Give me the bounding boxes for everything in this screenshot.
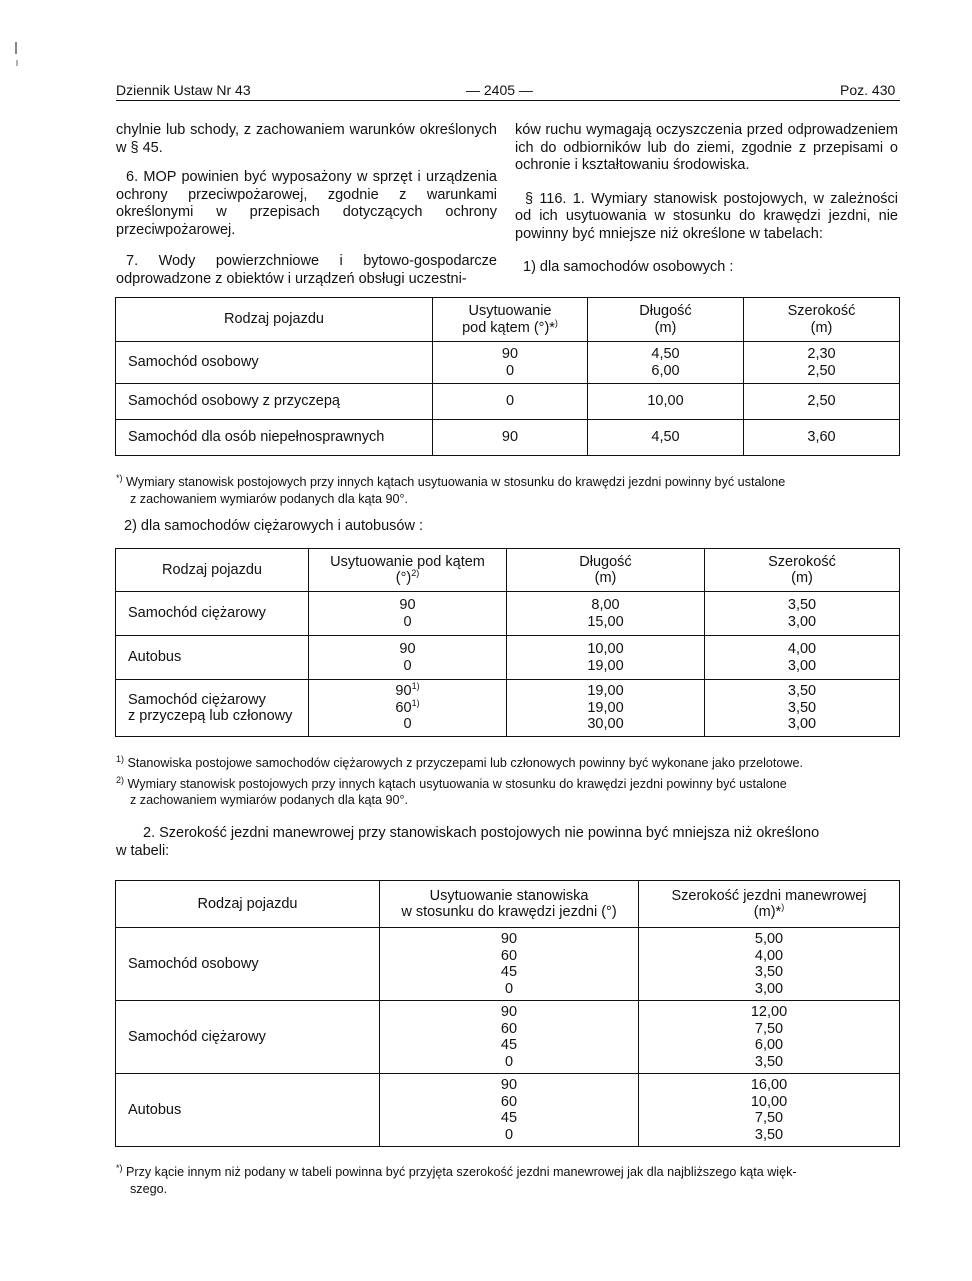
scan-mark (12, 40, 20, 70)
footnote: *) Wymiary stanowisk postojowych przy innych kątach usytuowania w stosunku do krawędzi jezdni powinny być ustalone z zachowaniem wymiarów podanych dla kąta 90°. (116, 473, 786, 506)
vehicle-type: Samochód ciężarowy z przyczepą lub członowy (116, 680, 309, 737)
angle-cell: 90$^{1)}$ 60$^{1)}$ 0 (309, 680, 507, 737)
column-header: Szerokość jezdni manewrowej (m)*) (639, 881, 900, 928)
footnote-marker: *) (116, 1163, 123, 1173)
page-number: — 2405 — (466, 82, 533, 98)
width-cell: 2,50 (744, 384, 900, 420)
length-cell: 4,50 (588, 420, 744, 456)
width-cell: 3,60 (744, 420, 900, 456)
length-cell: 10,00 19,00 (507, 636, 705, 680)
table-row (116, 420, 900, 456)
subheading: 1) dla samochodów osobowych : (523, 259, 734, 275)
vehicle-type: Samochód osobowy z przyczepą (116, 384, 433, 420)
vehicle-type: Samochód ciężarowy (116, 1001, 380, 1074)
table-row (116, 636, 900, 680)
footnote-marker: 2) (116, 774, 125, 785)
footnote-marker: 1) (116, 754, 125, 764)
maneuver-lane-table (115, 880, 900, 1147)
footnote-marker: *) (116, 473, 123, 483)
subheading: 2) dla samochodów ciężarowych i autobusów : (124, 518, 424, 534)
table-row (116, 342, 900, 384)
angle-cell: 90 60 45 0 (380, 1074, 639, 1147)
position-number: Poz. 430 (840, 82, 896, 98)
column-header: Długość (m) (588, 298, 744, 342)
table-row (116, 928, 900, 1001)
vehicle-type: Samochód osobowy (116, 928, 380, 1001)
table-header-row (116, 549, 900, 592)
parking-table-trucks (115, 548, 900, 737)
paragraph: 2. Szerokość jezdni manewrowej przy stanowiskach postojowych nie powinna być mniejsza niż określono w tabeli: (116, 825, 820, 859)
column-header: Szerokość (m) (705, 549, 900, 592)
table-row (116, 1001, 900, 1074)
table-header-row (116, 298, 900, 342)
angle-cell: 90 60 45 0 (380, 1001, 639, 1074)
width-cell: 2,30 2,50 (744, 342, 900, 384)
width-cell: 5,00 4,00 3,50 3,00 (639, 928, 900, 1001)
angle-cell: 90 0 (309, 636, 507, 680)
table-row (116, 384, 900, 420)
table-row (116, 680, 900, 737)
header-rule (116, 100, 900, 101)
column-header: Szerokość (m) (744, 298, 900, 342)
paragraph: § 116. 1. Wymiary stanowisk postojowych, w zależności od ich usytuowania w stosunku do krawędzi jezdni, nie powinny być mniejsze niż określone w tabelach: (515, 190, 898, 242)
table-row (116, 1074, 900, 1147)
column-header: Rodzaj pojazdu (116, 298, 433, 342)
footnotes: $^{1)}$ Stanowiska postojowe samochodów ciężarowych z przyczepami lub członowych powinny być wykonane jako przelotowe. $^{2)}$ Wymiary stanowisk postojowych przy innych kątach usytuowania w stosunku do krawędzi jezdni powinny być ustalone z zachowaniem wymiarów podanych dla kąta 90°. (116, 754, 804, 807)
column-header: Usytuowanie stanowiska w stosunku do krawędzi jezdni (°) (380, 881, 639, 928)
width-cell: 3,50 3,00 (705, 592, 900, 636)
vehicle-type: Samochód osobowy (116, 342, 433, 384)
paragraph: chylnie lub schody, z zachowaniem warunków określonych w § 45. (116, 122, 497, 156)
angle-cell: 90 60 45 0 (380, 928, 639, 1001)
footnote: *) Przy kącie innym niż podany w tabeli powinna być przyjęta szerokość jezdni manewrowej jak dla najbliższego kąta więk- szego. (116, 1163, 797, 1196)
angle-cell: 90 0 (433, 342, 588, 384)
width-cell: 4,00 3,00 (705, 636, 900, 680)
column-header: Usytuowanie pod kątem (°)*) (433, 298, 588, 342)
table-row (116, 592, 900, 636)
vehicle-type: Autobus (116, 636, 309, 680)
width-cell: 16,00 10,00 7,50 3,50 (639, 1074, 900, 1147)
width-cell: 3,50 3,50 3,00 (705, 680, 900, 737)
length-cell: 10,00 (588, 384, 744, 420)
column-header: Długość (m) (507, 549, 705, 592)
journal-title: Dziennik Ustaw Nr 43 (116, 82, 251, 98)
column-header: Rodzaj pojazdu (116, 549, 309, 592)
vehicle-type: Samochód ciężarowy (116, 592, 309, 636)
vehicle-type: Autobus (116, 1074, 380, 1147)
angle-cell: 0 (433, 384, 588, 420)
angle-cell: 90 0 (309, 592, 507, 636)
right-column (515, 122, 898, 289)
column-header: Usytuowanie pod kątem (°)$^{2)}$ (309, 549, 507, 592)
left-column (116, 122, 497, 300)
paragraph: ków ruchu wymagają oczyszczenia przed odprowadzeniem ich do odbiorników lub do ziemi, zgodnie z przepisami o ochronie i kształtowaniu środowiska. (515, 122, 898, 173)
paragraph: 6. MOP powinien być wyposażony w sprzęt i urządzenia ochrony przeciwpożarowej, zgodnie z warunkami określonymi w przepisach dotyczących ochrony przeciwpożarowej. (116, 169, 497, 238)
column-header: Rodzaj pojazdu (116, 881, 380, 928)
length-cell: 19,00 19,00 30,00 (507, 680, 705, 737)
length-cell: 8,00 15,00 (507, 592, 705, 636)
length-cell: 4,50 6,00 (588, 342, 744, 384)
table-header-row (116, 881, 900, 928)
width-cell: 12,00 7,50 6,00 3,50 (639, 1001, 900, 1074)
vehicle-type: Samochód dla osób niepełnosprawnych (116, 420, 433, 456)
parking-table-cars (115, 297, 900, 456)
angle-cell: 90 (433, 420, 588, 456)
paragraph: 7. Wody powierzchniowe i bytowo-gospodarcze odprowadzone z obiektów i urządzeń obsługi uczestni- (116, 253, 497, 287)
